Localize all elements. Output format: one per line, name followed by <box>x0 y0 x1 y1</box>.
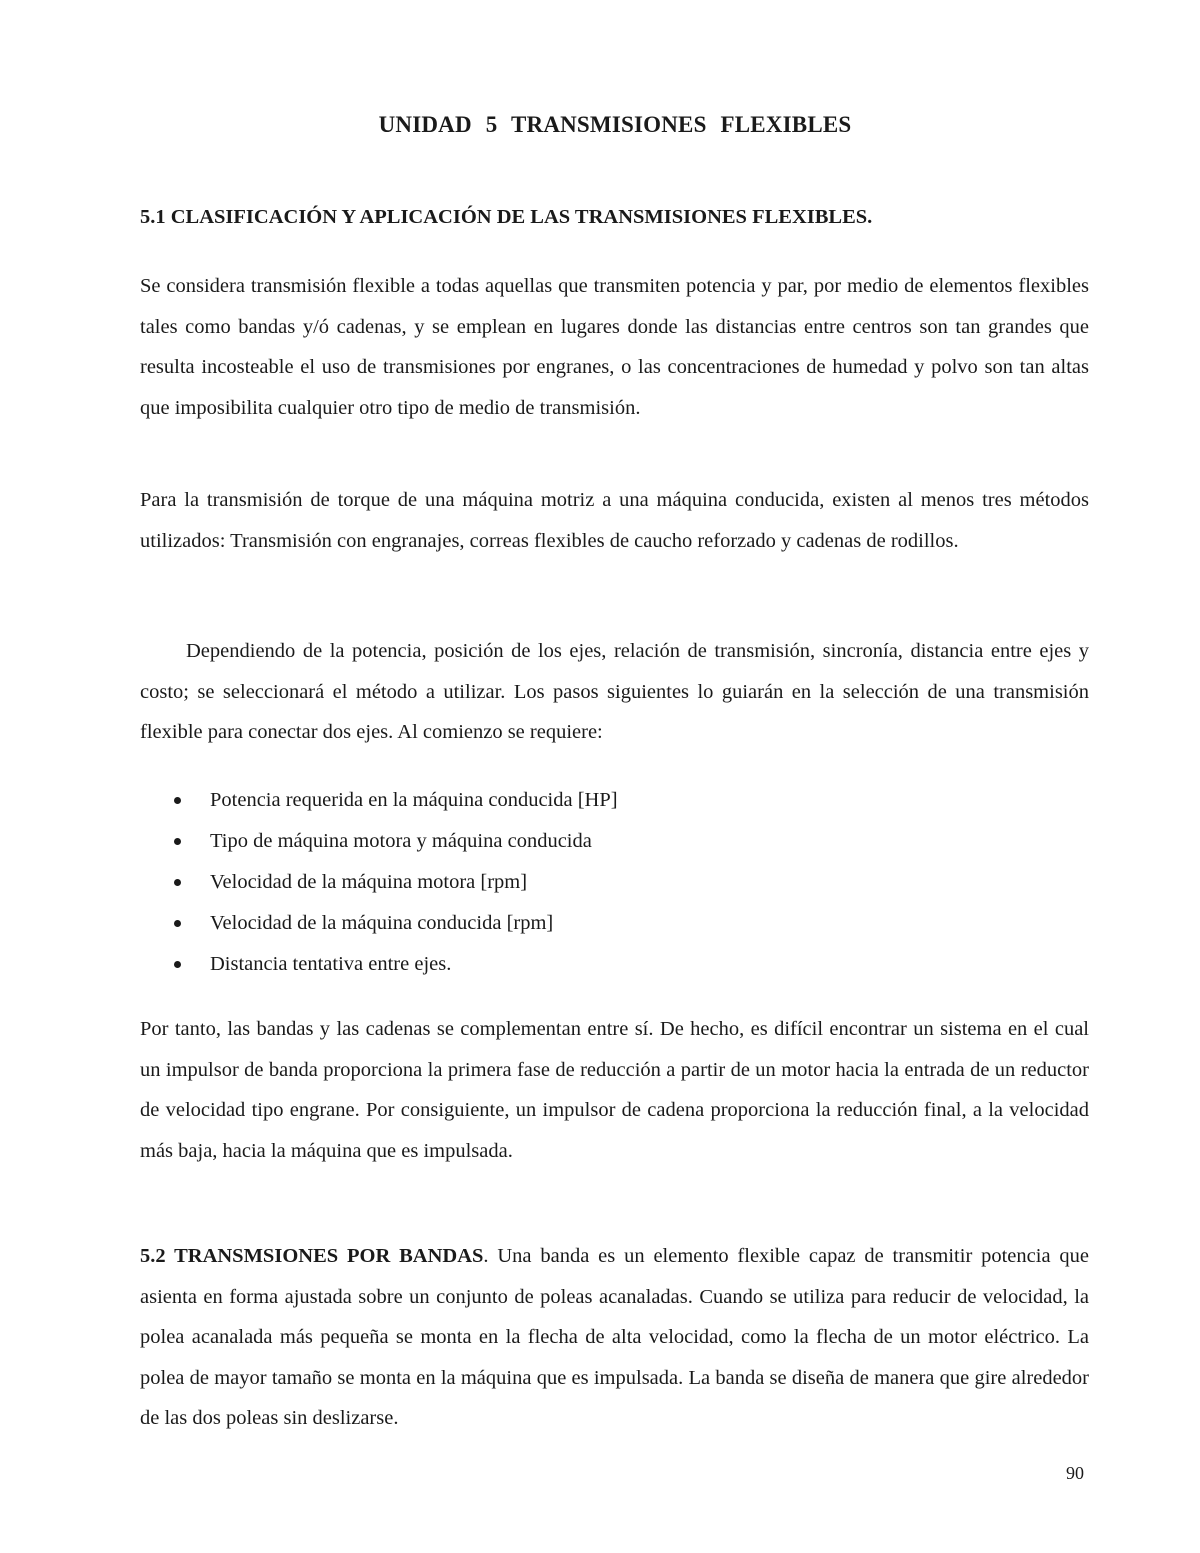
list-item-text: Velocidad de la máquina conducida [rpm] <box>210 912 554 934</box>
list-item <box>160 821 618 862</box>
bullet-icon <box>174 961 181 968</box>
list-item-text: Potencia requerida en la máquina conducida [HP] <box>210 789 618 811</box>
bullet-icon <box>174 838 181 845</box>
section-heading-5-1: 5.1 CLASIFICACIÓN Y APLICACIÓN DE LAS TRANSMISIONES FLEXIBLES. <box>140 206 873 228</box>
list-item <box>160 903 618 944</box>
page-number: 90 <box>1066 1463 1084 1483</box>
unit-title: UNIDAD 5 TRANSMISIONES FLEXIBLES <box>378 112 852 137</box>
paragraph-methods: Para la transmisión de torque de una máquina motriz a una máquina conducida, existen al menos tres métodos utilizados: Transmisión con engranajes, correas flexibles de caucho reforzado y cadenas de rodillos. <box>140 489 1089 552</box>
list-item-text: Velocidad de la máquina motora [rpm] <box>210 871 528 893</box>
paragraph-complement: Por tanto, las bandas y las cadenas se complementan entre sí. De hecho, es difícil encontrar un sistema en el cual un impulsor de banda proporciona la primera fase de reducción a partir de un motor hacia la entrada de un reductor de velocidad tipo engrane. Por consiguiente, un impulsor de cadena proporciona la reducción final, a la velocidad más baja, hacia la máquina que es impulsada. <box>140 1018 1089 1162</box>
list-item-text: Distancia tentativa entre ejes. <box>210 953 452 975</box>
list-item <box>160 944 618 985</box>
section-heading-5-2: 5.2 TRANSMSIONES POR BANDAS <box>140 1245 484 1267</box>
paragraph-belts-text: . Una banda es un elemento flexible capaz de transmitir potencia que asienta en forma ajustada sobre un conjunto de poleas acanaladas. Cuando se utiliza para reducir de velocidad, la polea acanalada más pequeña se monta en la flecha de alta velocidad, como la flecha de un motor eléctrico. La polea de mayor tamaño se monta en la máquina que es impulsada. La banda se diseña de manera que gire alrededor de las dos poleas sin deslizarse. <box>140 1245 1089 1429</box>
list-item <box>160 780 618 821</box>
bullet-icon <box>174 920 181 927</box>
list-item <box>160 862 618 903</box>
paragraph-definition: Se considera transmisión flexible a todas aquellas que transmiten potencia y par, por medio de elementos flexibles tales como bandas y/ó cadenas, y se emplean en lugares donde las distancias entre centros son tan grandes que resulta incosteable el uso de transmisiones por engranes, o las concentraciones de humedad y polvo son tan altas que imposibilita cualquier otro tipo de medio de transmisión. <box>140 275 1089 419</box>
bullet-icon <box>174 879 181 886</box>
paragraph-selection: Dependiendo de la potencia, posición de los ejes, relación de transmisión, sincronía, distancia entre ejes y costo; se seleccionará el método a utilizar. Los pasos siguientes lo guiarán en la selección de una transmisión flexible para conectar dos ejes. Al comienzo se requiere: <box>140 640 1089 743</box>
requirements-list <box>160 780 618 985</box>
bullet-icon <box>174 797 181 804</box>
list-item-text: Tipo de máquina motora y máquina conducida <box>210 830 592 852</box>
paragraph-belts <box>140 1236 1089 1439</box>
